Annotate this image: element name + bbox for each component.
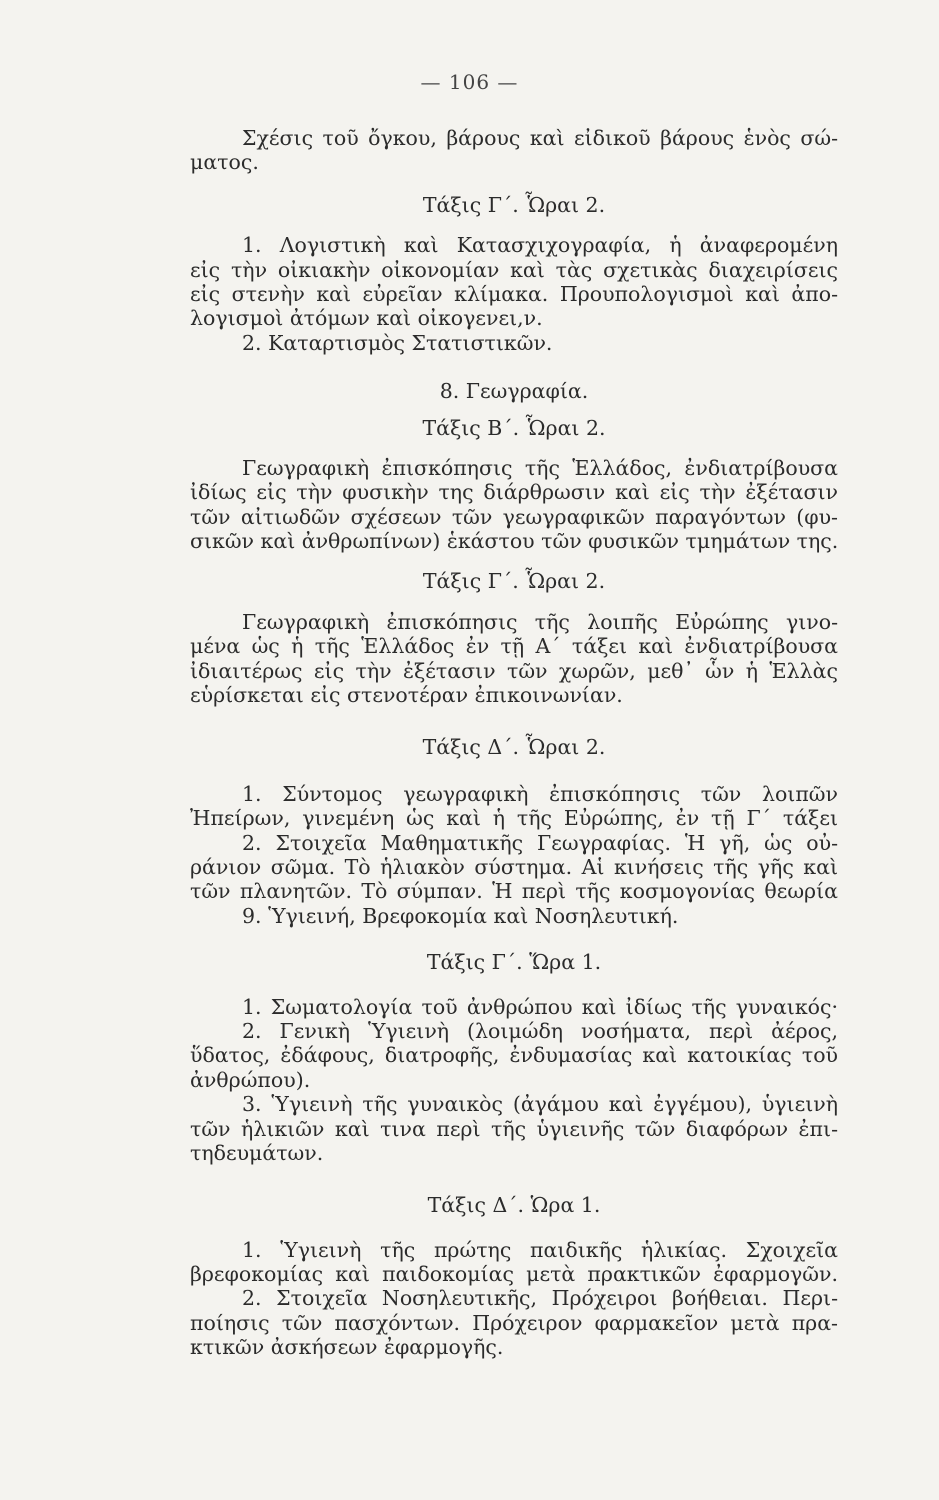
text-line: Σχέσις τοῦ ὄγκου, βάρους καὶ εἰδικοῦ βάρους ἑνὸς σώ-: [242, 126, 838, 150]
text-line: ματος.: [190, 150, 259, 175]
paragraph: [190, 782, 838, 928]
text-line: εἰς στενὴν καὶ εὐρεῖαν κλίμακα. Προυπολογισμοὶ καὶ ἀπο-: [190, 281, 838, 306]
text-line: κτικῶν ἀσκήσεων ἐφαρμογῆς.: [190, 1335, 504, 1360]
paragraph: [190, 456, 838, 554]
section-heading: Τάξις Γ΄. Ὧραι 2.: [422, 569, 606, 594]
text-line: ἰδίως εἰς τὴν φυσικὴν της διάρθρωσιν καὶ εἰς τὴν ἐξέτασιν: [190, 480, 838, 505]
text-line: Ἠπείρων, γινεμένη ὡς καὶ ἡ τῆς Εὐρώπης, ἐν τῇ Γ΄ τάξει: [190, 806, 838, 831]
text-line: λογισμοὶ ἀτόμων καὶ οἰκογενει,ν.: [190, 306, 543, 331]
text-line: εὑρίσκεται εἰς στενοτέραν ἐπικοινωνίαν.: [190, 683, 623, 708]
paragraph: [190, 610, 838, 708]
text-line: 1. Σωματολογία τοῦ ἀνθρώπου καὶ ἰδίως τῆς γυναικός·: [242, 994, 838, 1019]
text-line: τῶν αἰτιωδῶν σχέσεων τῶν γεωγραφικῶν παραγόντων (φυ-: [190, 504, 838, 529]
text-line: ὕδατος, ἐδάφους, διατροφῆς, ἐνδυμασίας καὶ κατοικίας τοῦ: [190, 1043, 838, 1068]
text-line: 2. Στοιχεῖα Νοσηλευτικῆς, Πρόχειροι βοήθειαι. Περι-: [242, 1286, 838, 1311]
text-line: 2. Καταρτισμὸς Στατιστικῶν.: [242, 330, 553, 355]
section-heading: 8. Γεωγραφία.: [439, 379, 589, 404]
text-line: 9. Ὑγιεινή, Βρεφοκομία καὶ Νοσηλευτική.: [242, 903, 679, 928]
page-body-text: [190, 126, 838, 1360]
text-line: μένα ὡς ἡ τῆς Ἑλλάδος ἐν τῇ Α΄ τάξει καὶ ἐνδιατρίβουσα: [190, 634, 838, 659]
text-line: βρεφοκομίας καὶ παιδοκομίας μετὰ πρακτικῶν ἐφαρμογῶν.: [190, 1262, 838, 1287]
text-line: τῶν ἡλικιῶν καὶ τινα περὶ τῆς ὑγιεινῆς τῶν διαφόρων ἐπι-: [190, 1116, 838, 1141]
section-heading: Τάξις Δ΄. Ὧραι 2.: [422, 735, 606, 760]
text-line: τηδευμάτων.: [190, 1140, 324, 1165]
text-line: 2. Γενικὴ Ὑγιεινὴ (λοιμώδη νοσήματα, περὶ ἀέρος,: [242, 1018, 838, 1043]
text-line: 2. Στοιχεῖα Μαθηματικῆς Γεωγραφίας. Ἡ γῆ, ὡς οὐ-: [242, 830, 838, 855]
paragraph: [190, 995, 838, 1166]
text-line: ἰδιαιτέρως εἰς τὴν ἐξέτασιν τῶν χωρῶν, μεθ᾽ ὧν ἡ Ἑλλὰς: [190, 658, 838, 683]
section-heading: Τάξις Γ΄. Ὧραι 2.: [422, 192, 606, 217]
paragraph: [190, 126, 838, 175]
text-line: σικῶν καὶ ἀνθρωπίνων) ἑκάστου τῶν φυσικῶν τμημάτων της.: [190, 529, 839, 554]
text-line: Γεωγραφικὴ ἐπισκόπησις τῆς λοιπῆς Εὐρώπης γινο-: [242, 609, 838, 634]
text-line: Γεωγραφικὴ ἐπισκόπησις τῆς Ἑλλάδος, ἐνδιατρίβουσα: [242, 455, 838, 480]
text-line: 1. Σύντομος γεωγραφικὴ ἐπισκόπησις τῶν λοιπῶν: [242, 781, 838, 806]
paragraph: [190, 233, 838, 355]
paragraph: [190, 1238, 838, 1360]
text-line: ποίησις τῶν πασχόντων. Πρόχειρον φαρμακεῖον μετὰ πρα-: [190, 1310, 838, 1335]
section-heading: Τάξις Δ΄. Ὡρα 1.: [427, 1193, 601, 1218]
text-line: ράνιον σῶμα. Τὸ ἡλιακὸν σύστημα. Αἱ κινήσεις τῆς γῆς καὶ: [190, 854, 838, 879]
page-number: — 106 —: [420, 70, 519, 94]
text-line: 3. Ὑγιεινὴ τῆς γυναικὸς (ἀγάμου καὶ ἐγγέμου), ὑγιεινὴ: [242, 1092, 838, 1117]
text-line: τῶν πλανητῶν. Τὸ σύμπαν. Ἡ περὶ τῆς κοσμογονίας θεωρία: [190, 879, 838, 904]
text-line: ἀνθρώπου).: [190, 1067, 311, 1092]
text-line: 1. Λογιστικὴ καὶ Κατασχιχογραφία, ἡ ἀναφερομένη: [242, 233, 838, 258]
text-line: 1. Ὑγιεινὴ τῆς πρώτης παιδικῆς ἡλικίας. Σχοιχεῖα: [242, 1237, 838, 1262]
text-line: εἰς τὴν οἰκιακὴν οἰκονομίαν καὶ τὰς σχετικὰς διαχειρίσεις: [190, 257, 838, 282]
section-heading: Τάξις Γ΄. Ὥρα 1.: [426, 950, 602, 975]
section-heading: Τάξις Β΄. Ὧραι 2.: [422, 415, 606, 440]
